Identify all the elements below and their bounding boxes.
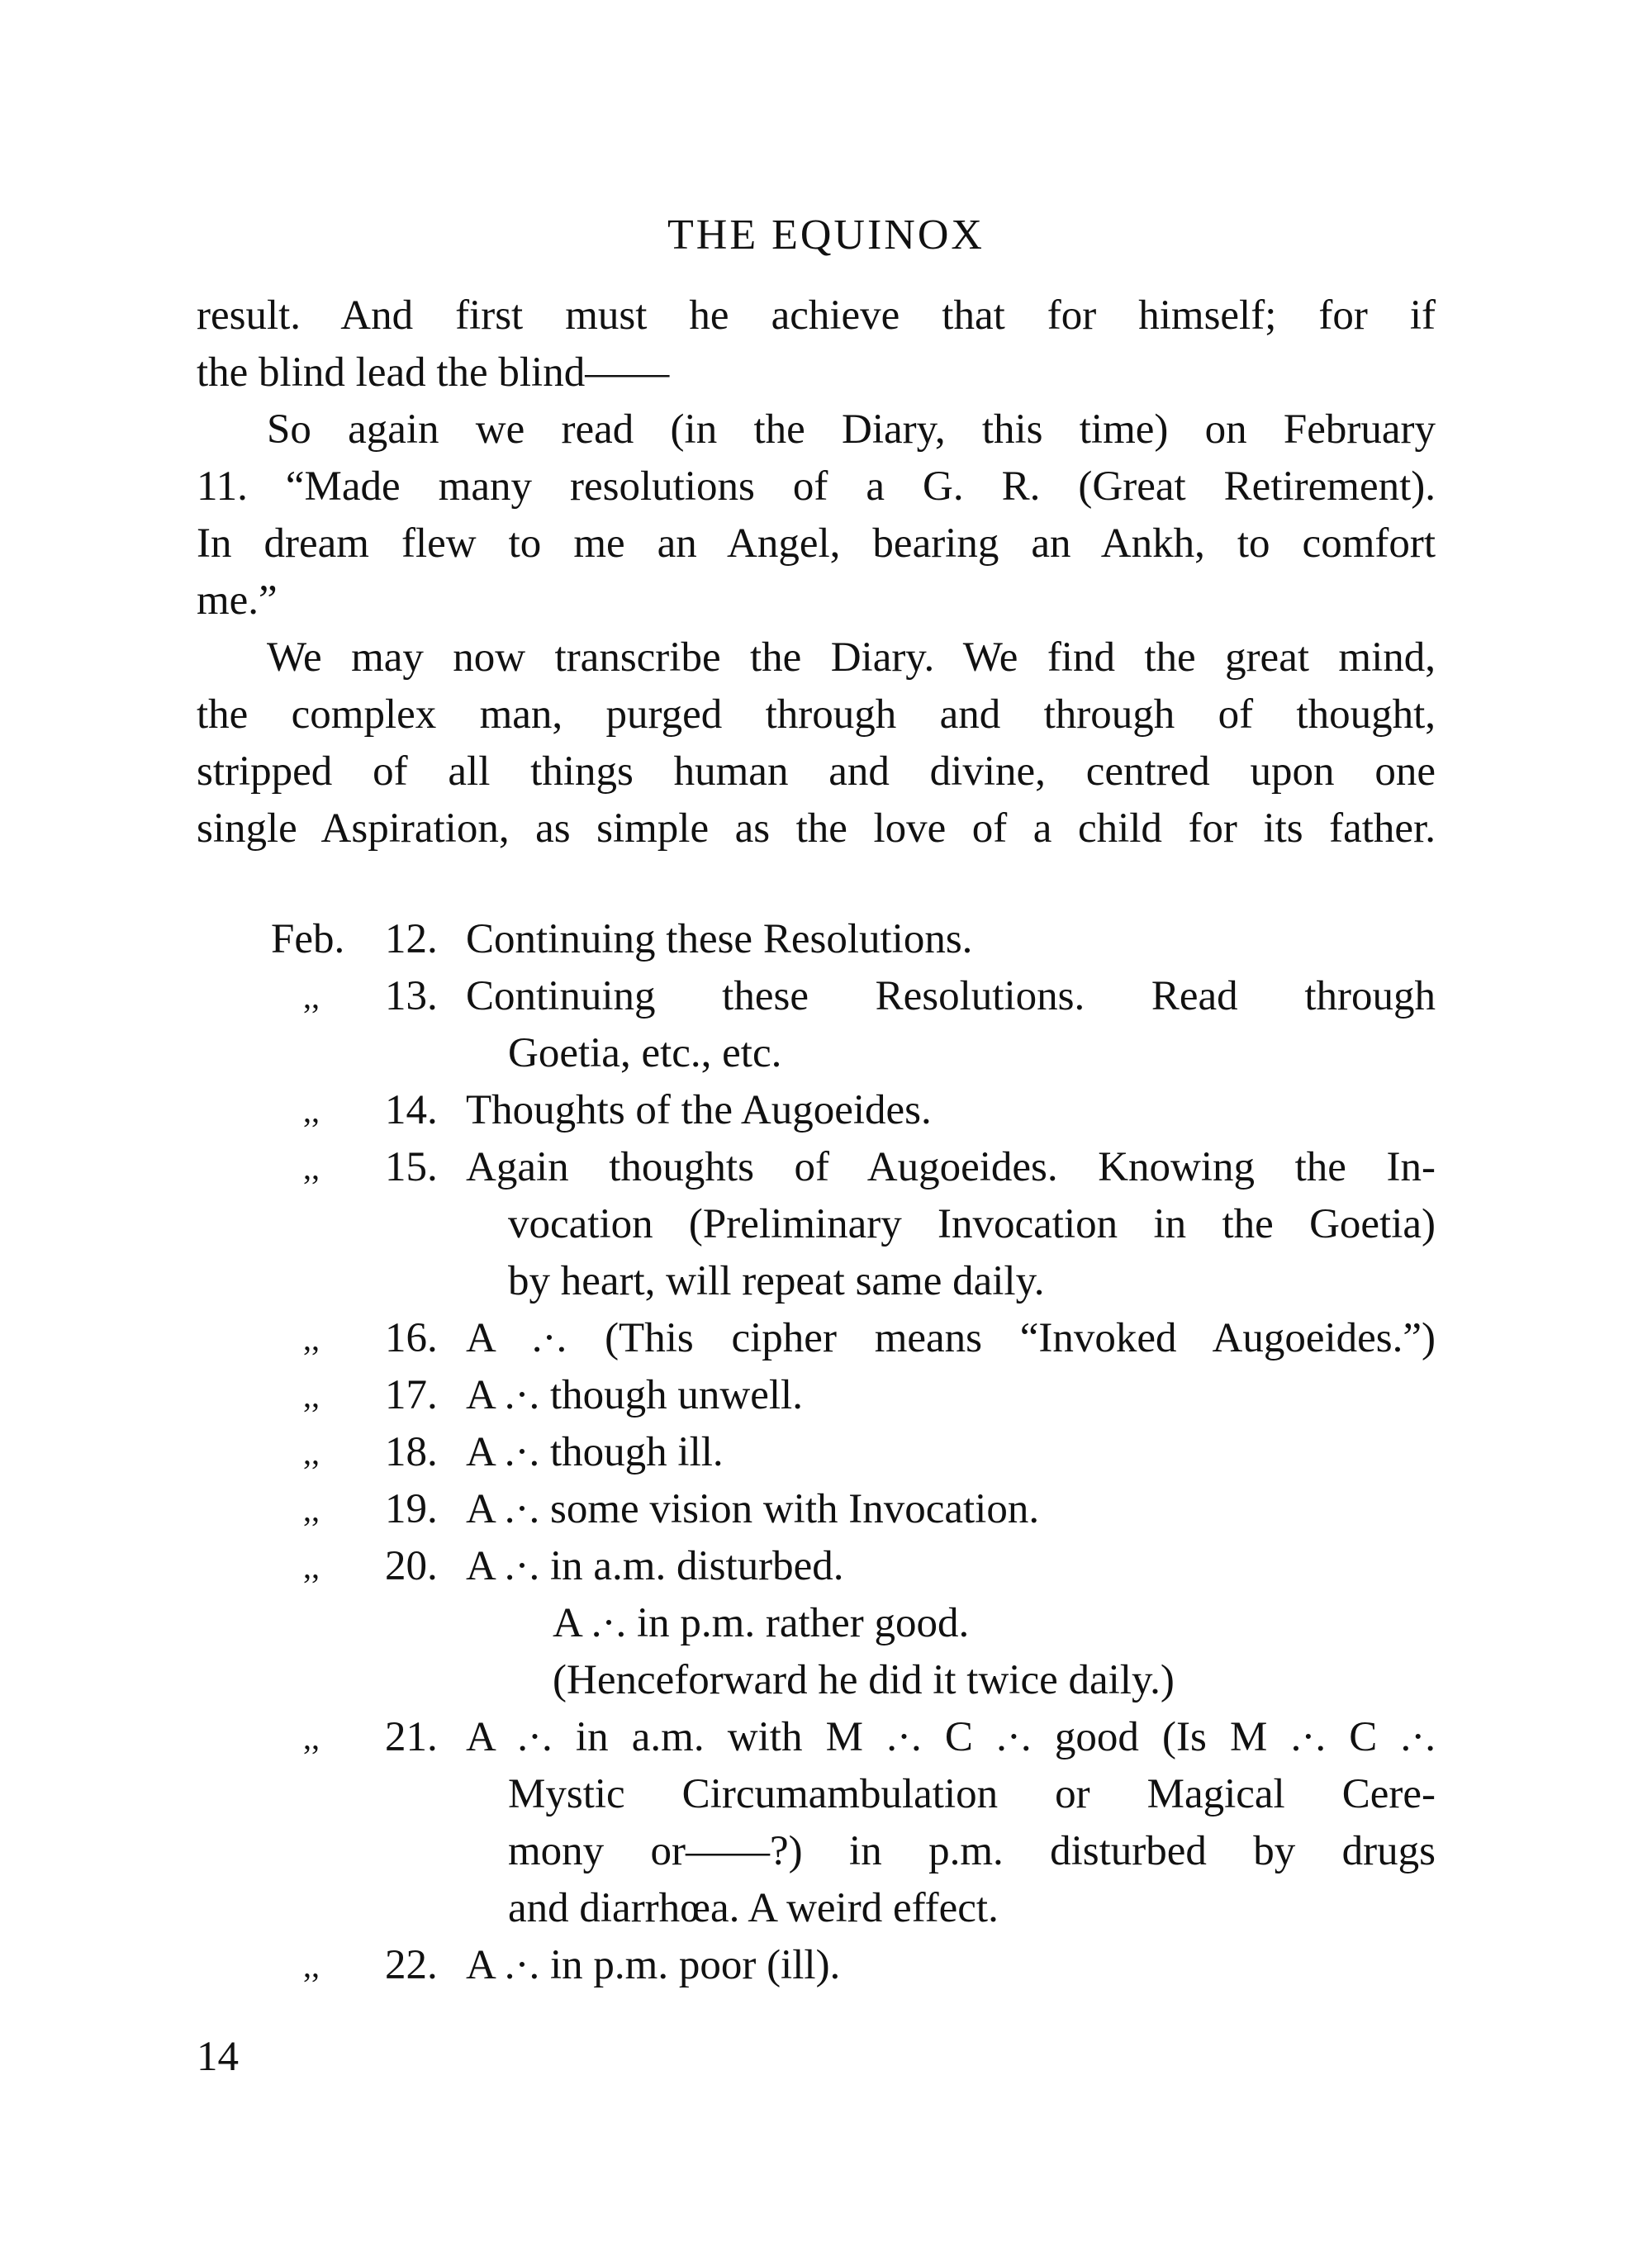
diary-entry (0, 1937, 1652, 1994)
diary-text: A .·. in a.m. with M .·. C .·. good (Is M .·. C .·. (466, 1714, 1436, 1760)
text-line: So again we read (in the Diary, this time) on February (267, 406, 1436, 453)
diary-text: Goetia, etc., etc. (508, 1030, 782, 1076)
diary-text: A .·. though unwell. (466, 1372, 803, 1418)
ditto-mark: ,, (303, 1434, 320, 1471)
diary-entry (0, 1709, 1652, 1766)
diary-entries (0, 911, 1652, 1994)
ditto-mark: ,, (303, 1947, 320, 1984)
diary-continuation (0, 1595, 1652, 1652)
diary-day: 19. (385, 1486, 438, 1532)
diary-text: A .·. in p.m. poor (ill). (466, 1942, 841, 1988)
diary-text: A .·. in a.m. disturbed. (466, 1543, 844, 1589)
diary-text: Again thoughts of Augoeides. Knowing the In- (466, 1144, 1436, 1190)
diary-text: and diarrhœa. A weird effect. (508, 1885, 999, 1931)
diary-text: A .·. some vision with Invocation. (466, 1486, 1040, 1532)
diary-continuation (0, 1253, 1652, 1310)
diary-continuation (0, 1880, 1652, 1937)
ditto-mark: ,, (303, 1377, 320, 1414)
ditto-mark: ,, (303, 1719, 320, 1756)
ditto-mark: ,, (303, 1491, 320, 1528)
diary-day: 21. (385, 1714, 438, 1760)
ditto-mark: ,, (303, 1092, 320, 1129)
diary-continuation (0, 1766, 1652, 1823)
diary-entry (0, 1538, 1652, 1595)
text-line: We may now transcribe the Diary. We find the great mind, (267, 634, 1436, 681)
diary-entry (0, 1424, 1652, 1481)
diary-day: 16. (385, 1315, 438, 1361)
diary-continuation (0, 1196, 1652, 1253)
text-line: the blind lead the blind—— (197, 349, 670, 396)
intro-paragraphs (197, 287, 1436, 857)
diary-continuation (0, 1652, 1652, 1709)
text-line: the complex man, purged through and through of thought, (197, 691, 1436, 738)
running-header: THE EQUINOX (667, 211, 985, 259)
diary-text: Mystic Circumambulation or Magical Cere- (508, 1771, 1436, 1817)
text-line: stripped of all things human and divine, centred upon one (197, 748, 1436, 795)
diary-entry (0, 1139, 1652, 1196)
diary-text: by heart, will repeat same daily. (508, 1258, 1045, 1304)
diary-day: 22. (385, 1942, 438, 1988)
diary-month: Feb. (271, 916, 345, 962)
diary-text: (Henceforward he did it twice daily.) (553, 1657, 1175, 1703)
diary-day: 12. (385, 916, 438, 962)
diary-day: 14. (385, 1087, 438, 1133)
diary-entry (0, 911, 1652, 968)
text-line: me.” (197, 577, 278, 624)
diary-continuation (0, 1025, 1652, 1082)
text-line: 11. “Made many resolutions of a G. R. (Great Retirement). (197, 463, 1436, 510)
diary-day: 20. (385, 1543, 438, 1589)
text-line: result. And first must he achieve that for himself; for if (197, 292, 1436, 339)
diary-text: vocation (Preliminary Invocation in the Goetia) (508, 1201, 1436, 1247)
diary-text: Thoughts of the Augoeides. (466, 1087, 932, 1133)
diary-day: 18. (385, 1429, 438, 1475)
diary-entry (0, 968, 1652, 1025)
diary-text: mony or——?) in p.m. disturbed by drugs (508, 1828, 1436, 1874)
text-line: single Aspiration, as simple as the love of a child for its father. (197, 805, 1436, 852)
diary-day: 15. (385, 1144, 438, 1190)
diary-entry (0, 1310, 1652, 1367)
diary-text: Continuing these Resolutions. (466, 916, 973, 962)
ditto-mark: ,, (303, 978, 320, 1015)
page-number: 14 (197, 2034, 239, 2080)
diary-entry (0, 1481, 1652, 1538)
diary-entry (0, 1082, 1652, 1139)
ditto-mark: ,, (303, 1149, 320, 1186)
diary-day: 17. (385, 1372, 438, 1418)
diary-entry (0, 1367, 1652, 1424)
ditto-mark: ,, (303, 1320, 320, 1357)
diary-text: Continuing these Resolutions. Read through (466, 973, 1436, 1019)
text-line: In dream flew to me an Angel, bearing an Ankh, to comfort (197, 520, 1436, 567)
diary-text: A .·. though ill. (466, 1429, 724, 1475)
diary-text: A .·. in p.m. rather good. (553, 1600, 970, 1646)
diary-continuation (0, 1823, 1652, 1880)
diary-text: A .·. (This cipher means “Invoked Augoeides.”) (466, 1315, 1436, 1361)
ditto-mark: ,, (303, 1548, 320, 1585)
diary-day: 13. (385, 973, 438, 1019)
